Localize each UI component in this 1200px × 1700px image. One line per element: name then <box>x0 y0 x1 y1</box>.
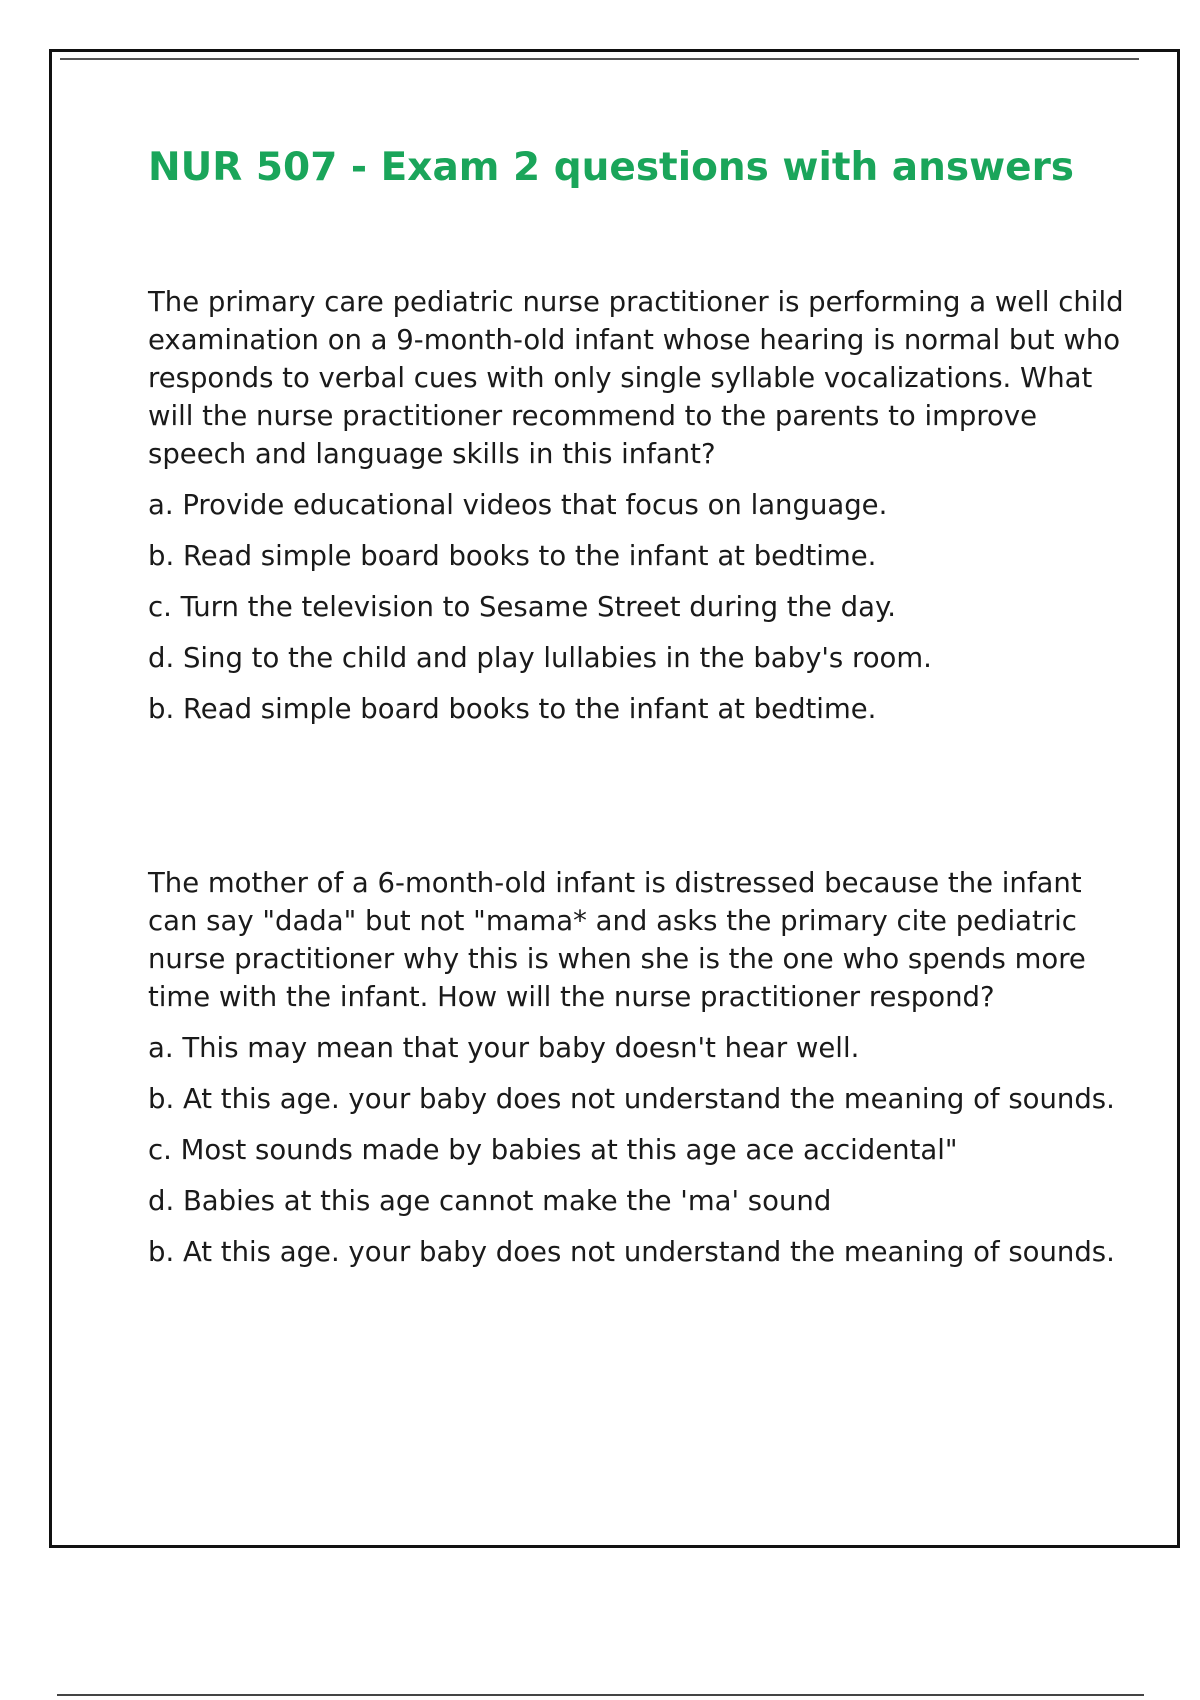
option-a: a. This may mean that your baby doesn't hear well. <box>148 1032 860 1064</box>
answer: b. At this age. your baby does not understand the meaning of sounds. <box>148 1236 1115 1268</box>
question-text: The primary care pediatric nurse practitioner is performing a well child examination on a 9-month-old infant whose hearing is normal but who responds to verbal cues with only single syllable vocalizations. What will the nurse practitioner recommend to the parents to improve speech and language skills in this infant? <box>148 286 1124 470</box>
question-block-2 <box>148 864 1138 1284</box>
document-title: NUR 507 - Exam 2 questions with answers <box>148 145 1075 190</box>
option-d: d. Sing to the child and play lullabies in the baby's room. <box>148 642 932 674</box>
option-b: b. At this age. your baby does not understand the meaning of sounds. <box>148 1083 1115 1115</box>
option-a: a. Provide educational videos that focus on language. <box>148 489 888 521</box>
option-c: c. Turn the television to Sesame Street during the day. <box>148 591 897 623</box>
top-divider <box>60 58 1139 60</box>
answer: b. Read simple board books to the infant at bedtime. <box>148 693 877 725</box>
option-c: c. Most sounds made by babies at this age ace accidental" <box>148 1134 958 1166</box>
bottom-divider <box>57 1694 1144 1696</box>
question-block-1 <box>148 283 1138 741</box>
option-b: b. Read simple board books to the infant at bedtime. <box>148 540 877 572</box>
page-frame <box>49 49 1180 1548</box>
option-d: d. Babies at this age cannot make the 'ma' sound <box>148 1185 832 1217</box>
question-text: The mother of a 6-month-old infant is distressed because the infant can say "dada" but not "mama* and asks the primary cite pediatric nurse practitioner why this is when she is the one who spends more time with the infant. How will the nurse practitioner respond? <box>148 867 1086 1013</box>
